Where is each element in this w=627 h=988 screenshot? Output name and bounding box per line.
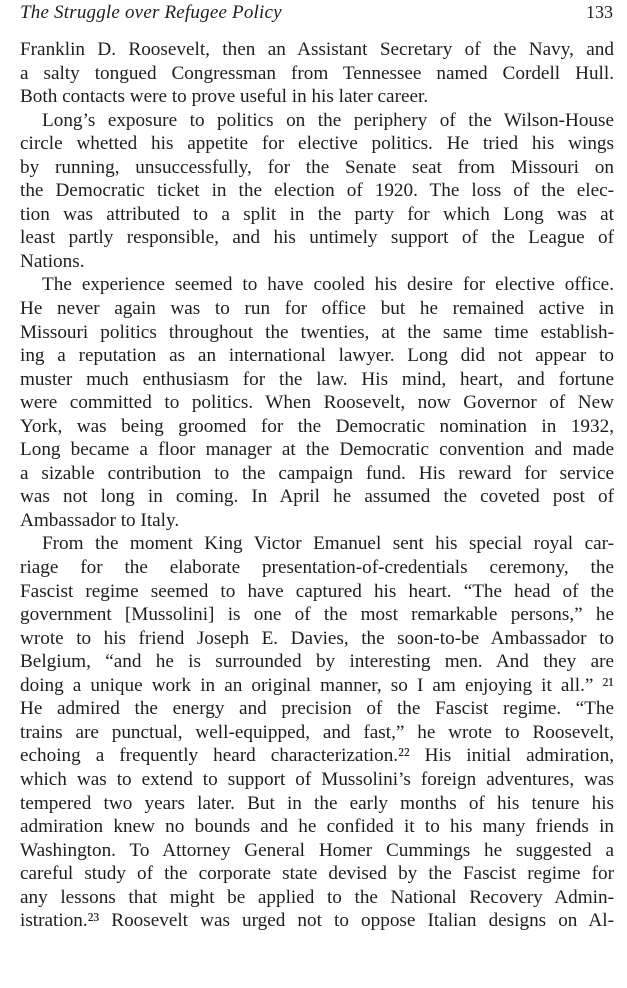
text-line: circle whetted his appetite for elective politics. He tried his wings xyxy=(20,133,614,155)
text-line: Belgium, “and he is surrounded by interesting men. And they are xyxy=(20,651,614,673)
text-line: Both contacts were to prove useful in his later career. xyxy=(20,86,429,108)
text-line: admiration knew no bounds and he confided it to his many friends in xyxy=(20,816,614,838)
text-line: by running, unsuccessfully, for the Senate seat from Missouri on xyxy=(20,156,614,178)
text-line: ing a reputation as an international lawyer. Long did not appear to xyxy=(20,345,614,367)
text-line: which was to extend to support of Mussolini’s foreign adventures, was xyxy=(20,768,614,790)
text-line: least partly responsible, and his untimely support of the League of xyxy=(20,227,614,249)
text-line: Ambassador to Italy. xyxy=(20,509,180,531)
text-line: echoing a frequently heard characterization.²² His initial admiration, xyxy=(20,745,614,767)
text-line: government [Mussolini] is one of the most remarkable persons,” he xyxy=(20,604,614,626)
text-line: He never again was to run for office but he remained active in xyxy=(20,298,614,320)
text-line: From the moment King Victor Emanuel sent his special royal car- xyxy=(42,533,614,555)
running-head xyxy=(20,2,613,28)
text-line: careful study of the corporate state devised by the Fascist regime for xyxy=(20,863,614,885)
text-line: were committed to politics. When Roosevelt, now Governor of New xyxy=(20,392,614,414)
text-line: tion was attributed to a split in the party for which Long was at xyxy=(20,203,614,225)
text-line: the Democratic ticket in the election of 1920. The loss of the elec- xyxy=(20,180,614,202)
text-line: muster much enthusiasm for the law. His mind, heart, and fortune xyxy=(20,368,614,390)
text-line: Long became a floor manager at the Democratic convention and made xyxy=(20,439,614,461)
text-line: istration.²³ Roosevelt was urged not to oppose Italian designs on Al- xyxy=(20,910,614,932)
page-number: 133 xyxy=(586,2,613,22)
text-line: York, was being groomed for the Democratic nomination in 1932, xyxy=(20,415,614,437)
text-line: Fascist regime seemed to have captured his heart. “The head of the xyxy=(20,580,614,602)
text-line: was not long in coming. In April he assumed the coveted post of xyxy=(20,486,614,508)
text-line: doing a unique work in an original manner, so I am enjoying it all.” ²¹ xyxy=(20,674,614,696)
text-line: Washington. To Attorney General Homer Cummings he suggested a xyxy=(20,839,614,861)
text-line: Franklin D. Roosevelt, then an Assistant Secretary of the Navy, and xyxy=(20,39,614,60)
text-line: riage for the elaborate presentation-of-credentials ceremony, the xyxy=(20,557,614,579)
text-line: Nations. xyxy=(20,250,85,272)
text-line: a salty tongued Congressman from Tennessee named Cordell Hull. xyxy=(20,62,614,84)
body-text xyxy=(20,38,614,933)
text-line: Long’s exposure to politics on the periphery of the Wilson-House xyxy=(42,109,614,131)
text-line: a sizable contribution to the campaign fund. His reward for service xyxy=(20,462,614,484)
running-title: The Struggle over Refugee Policy xyxy=(20,2,282,23)
text-line: any lessons that might be applied to the National Recovery Admin- xyxy=(20,886,614,908)
text-line: He admired the energy and precision of the Fascist regime. “The xyxy=(20,698,614,720)
text-line: The experience seemed to have cooled his desire for elective office. xyxy=(42,274,614,296)
text-line: Missouri politics throughout the twenties, at the same time establish- xyxy=(20,321,614,343)
text-line: trains are punctual, well-equipped, and fast,” he wrote to Roosevelt, xyxy=(20,721,614,743)
text-line: tempered two years later. But in the early months of his tenure his xyxy=(20,792,614,814)
text-line: wrote to his friend Joseph E. Davies, the soon-to-be Ambassador to xyxy=(20,627,614,649)
